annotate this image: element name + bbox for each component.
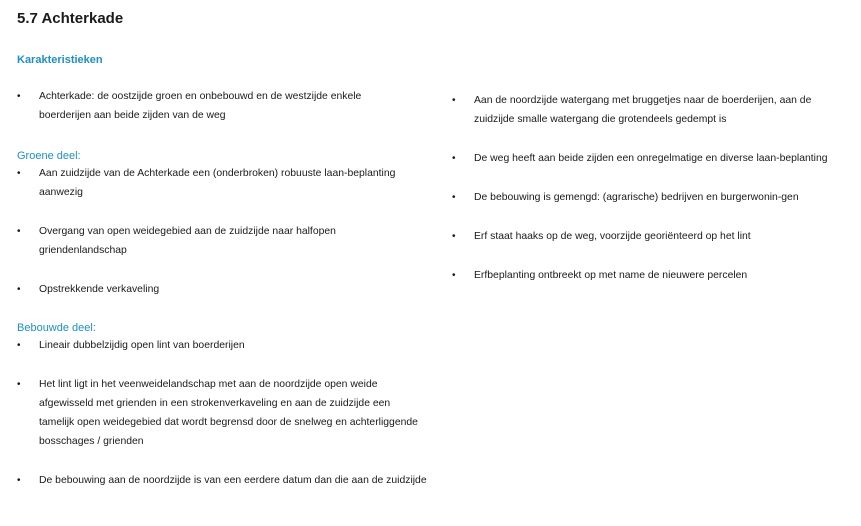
bullet-icon: • [17,226,21,237]
bullet-icon: • [452,95,456,106]
bullet-icon: • [17,379,21,390]
bullet-icon: • [452,153,456,164]
list-item [452,91,857,129]
intro-list [17,87,437,125]
list-item-text: Overgang van open weidegebied aan de zuidzijde naar halfopen griendenlandschap [39,226,336,256]
list-item [17,164,437,202]
groene-deel-list [17,164,437,299]
list-item [17,375,437,451]
list-item [452,227,857,246]
list-item [17,222,437,260]
bullet-icon: • [17,284,21,295]
list-item [17,471,437,490]
list-item-text: Lineair dubbelzijdig open lint van boerderijen [39,340,245,351]
list-item [452,149,857,168]
section-heading-karakteristieken: Karakteristieken [17,54,103,66]
bullet-icon: • [17,475,21,486]
list-item-text: De weg heeft aan beide zijden een onregelmatige en diverse laan-beplanting [474,153,828,164]
list-item [17,87,437,125]
bullet-icon: • [17,168,21,179]
list-item-text: Aan zuidzijde van de Achterkade een (onderbroken) robuuste laan-beplanting aanwezig [39,168,396,198]
right-list [452,91,857,285]
bullet-icon: • [452,270,456,281]
list-item-text: De bebouwing is gemengd: (agrarische) bedrijven en burgerwonin-gen [474,192,799,203]
subheading-groene-deel: Groene deel: [17,150,81,162]
list-item-text: De bebouwing aan de noordzijde is van een eerdere datum dan die aan de zuidzijde [39,475,427,486]
list-item [17,336,437,355]
list-item-text: Achterkade: de oostzijde groen en onbebouwd en de westzijde enkele boerderijen aan beide zijden van de weg [39,91,362,121]
bullet-icon: • [452,231,456,242]
list-item-text: Aan de noordzijde watergang met bruggetjes naar de boerderijen, aan de zuidzijde smalle watergang die grotendeels gedempt is [474,95,812,125]
bullet-icon: • [17,91,21,102]
list-item-text: Het lint ligt in het veenweidelandschap met aan de noordzijde open weide afgewisseld met grienden in een strokenverkaveling en aan de zuidzijde een tamelijk open weidegebied dat wordt begrensd door de snelweg en achterliggende bosschages / grienden [39,379,418,447]
bebouwde-deel-list [17,336,437,490]
list-item [17,280,437,299]
list-item-text: Erf staat haaks op de weg, voorzijde georiënteerd op het lint [474,231,751,242]
bullet-icon: • [17,340,21,351]
list-item [452,266,857,285]
list-item-text: Erfbeplanting ontbreekt op met name de nieuwere percelen [474,270,748,281]
list-item-text: Opstrekkende verkaveling [39,284,160,295]
page-title: 5.7 Achterkade [17,10,124,27]
bullet-icon: • [452,192,456,203]
subheading-bebouwde-deel: Bebouwde deel: [17,322,96,334]
list-item [452,188,857,207]
